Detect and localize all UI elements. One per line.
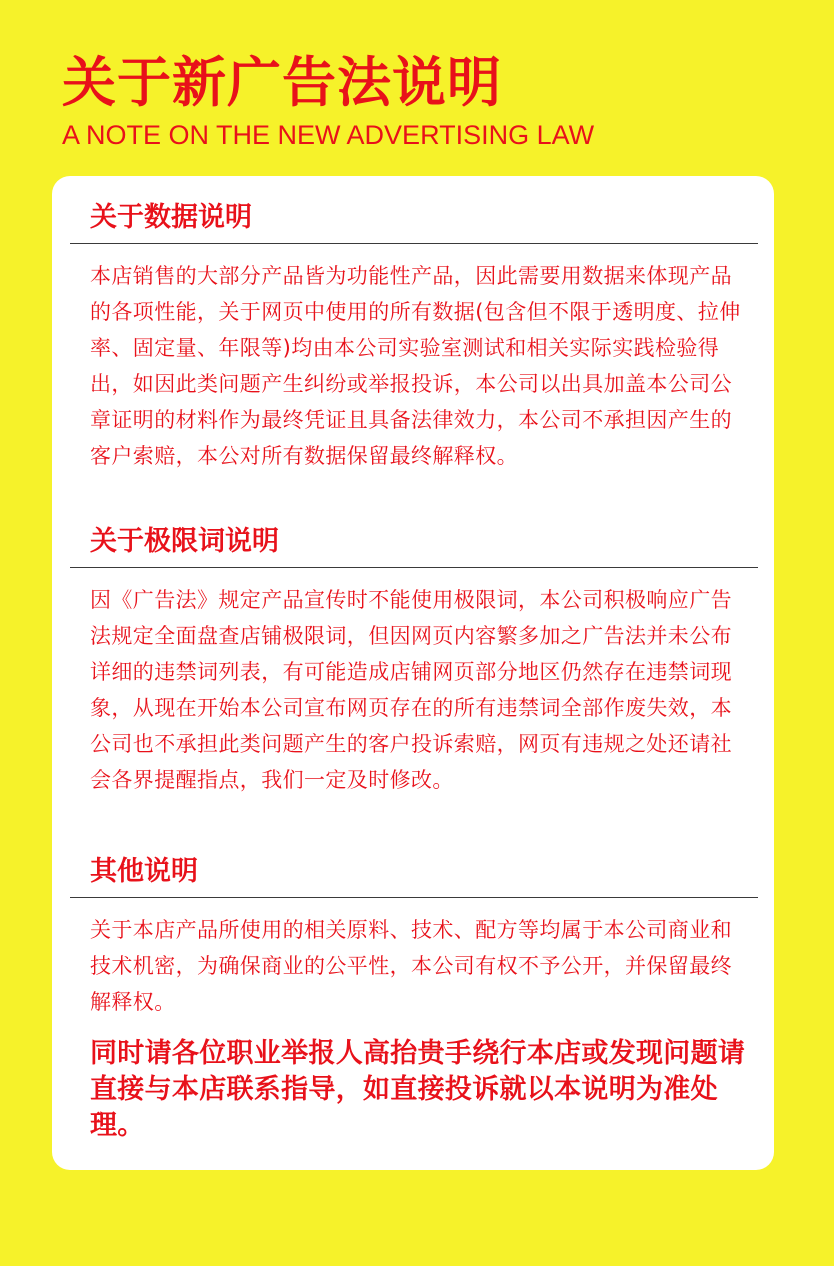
section-heading: 关于极限词说明 <box>70 518 758 568</box>
section-heading: 其他说明 <box>70 848 758 898</box>
other-statement-section <box>70 848 758 1020</box>
data-statement-section <box>70 194 758 474</box>
notice-card <box>52 176 774 1170</box>
section-body: 本店销售的大部分产品皆为功能性产品，因此需要用数据来体现产品的各项性能，关于网页中使用的所有数据(包含但不限于透明度、拉伸率、固定量、年限等)均由本公司实验室测试和相关实际实践检验得出，如因此类问题产生纠纷或举报投诉，本公司以出具加盖本公司公章证明的材料作为最终凭证且具备法律效力，本公司不承担因产生的客户索赔，本公对所有数据保留最终解释权。 <box>90 264 741 468</box>
page-subtitle: A NOTE ON THE NEW ADVERTISING LAW <box>62 120 595 150</box>
closing-notice: 同时请各位职业举报人高抬贵手绕行本店或发现问题请直接与本店联系指导，如直接投诉就以本说明为准处理。 <box>90 1038 746 1141</box>
section-body: 关于本店产品所使用的相关原料、技术、配方等均属于本公司商业和技术机密，为确保商业的公平性，本公司有权不予公开，并保留最终解释权。 <box>90 918 732 1014</box>
section-body: 因《广告法》规定产品宣传时不能使用极限词，本公司积极响应广告法规定全面盘查店铺极限词，但因网页内容繁多加之广告法并未公布详细的违禁词列表，有可能造成店铺网页部分地区仍然存在违禁词现象，从现在开始本公司宣布网页存在的所有违禁词全部作废失效，本公司也不承担此类问题产生的客户投诉索赔，网页有违规之处还请社会各界提醒指点，我们一定及时修改。 <box>90 588 732 792</box>
section-heading: 关于数据说明 <box>70 194 758 244</box>
superlative-words-section <box>70 518 758 798</box>
page-title: 关于新广告法说明 <box>62 51 502 114</box>
